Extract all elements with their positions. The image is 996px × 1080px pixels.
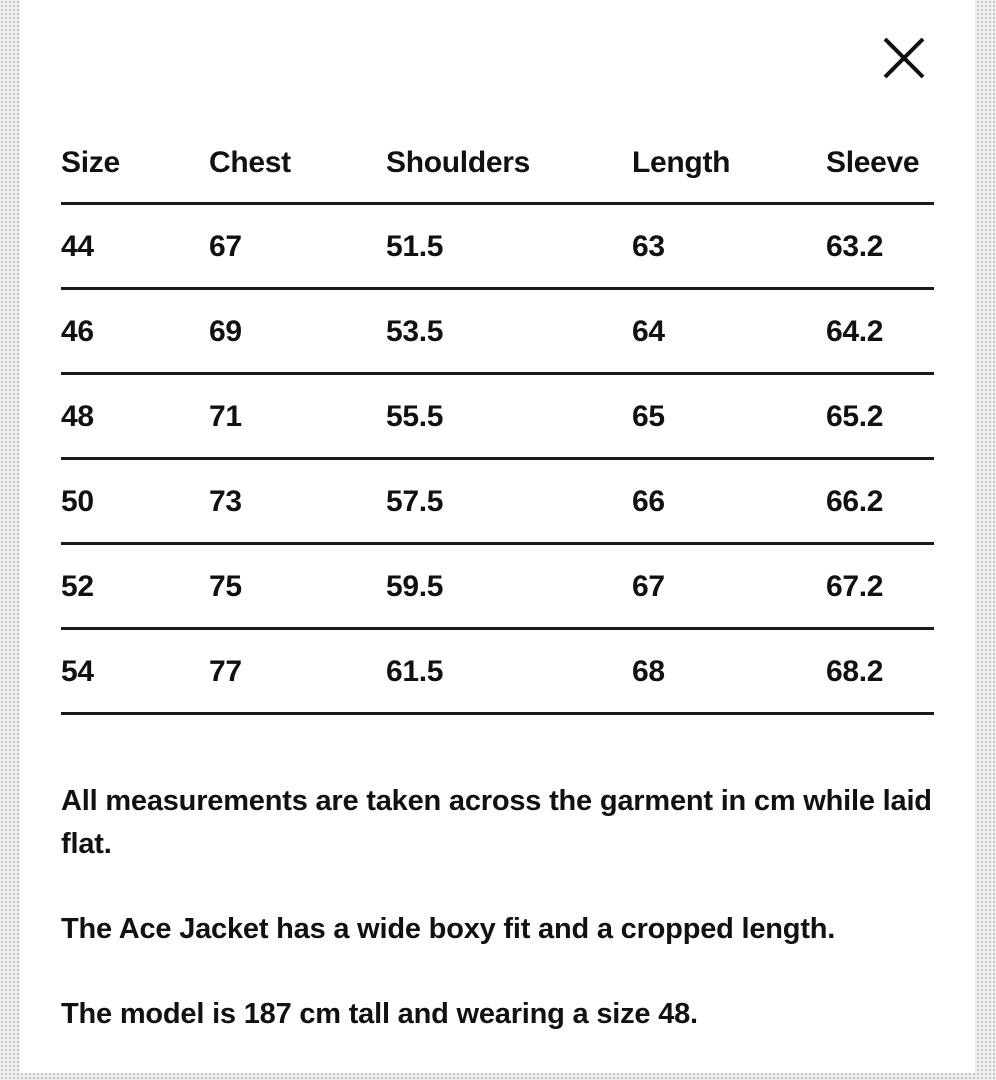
cell-chest: 69 [209,315,242,348]
cell-chest: 73 [209,485,242,518]
cell-sleeve: 66.2 [826,485,884,518]
cell-sleeve: 68.2 [826,655,884,688]
table-row [61,205,934,290]
cell-chest: 71 [209,400,242,433]
cell-size: 50 [61,485,94,518]
cell-shoulders: 51.5 [386,230,444,263]
column-header-size: Size [61,146,120,179]
size-notes [61,780,941,1078]
close-button[interactable] [882,36,926,80]
table-row [61,545,934,630]
table-row [61,375,934,460]
column-header-chest: Chest [209,146,291,179]
cell-shoulders: 55.5 [386,400,444,433]
cell-shoulders: 59.5 [386,570,444,603]
model-note: The model is 187 cm tall and wearing a size 48. [61,998,698,1030]
cell-length: 68 [632,655,665,688]
cell-length: 63 [632,230,665,263]
table-header-row [61,118,934,205]
cell-length: 67 [632,570,665,603]
cell-shoulders: 57.5 [386,485,444,518]
cell-length: 65 [632,400,665,433]
cell-length: 64 [632,315,665,348]
table-row [61,460,934,545]
column-header-length: Length [632,146,731,179]
cell-size: 54 [61,655,94,688]
cell-sleeve: 64.2 [826,315,884,348]
cell-shoulders: 53.5 [386,315,444,348]
cell-size: 48 [61,400,94,433]
cell-size: 44 [61,230,94,263]
cell-chest: 77 [209,655,242,688]
size-guide-panel [20,0,975,1073]
cell-shoulders: 61.5 [386,655,444,688]
cell-length: 66 [632,485,665,518]
cell-size: 52 [61,570,94,603]
fit-note: The Ace Jacket has a wide boxy fit and a cropped length. [61,913,836,945]
close-icon [882,36,926,80]
cell-sleeve: 67.2 [826,570,884,603]
table-row [61,290,934,375]
column-header-sleeve: Sleeve [826,146,920,179]
table-row [61,630,934,715]
cell-sleeve: 63.2 [826,230,884,263]
cell-size: 46 [61,315,94,348]
cell-chest: 67 [209,230,242,263]
measurement-note: All measurements are taken across the garment in cm while laid flat. [61,785,932,860]
cell-chest: 75 [209,570,242,603]
column-header-shoulders: Shoulders [386,146,530,179]
cell-sleeve: 65.2 [826,400,884,433]
size-table [61,118,934,715]
